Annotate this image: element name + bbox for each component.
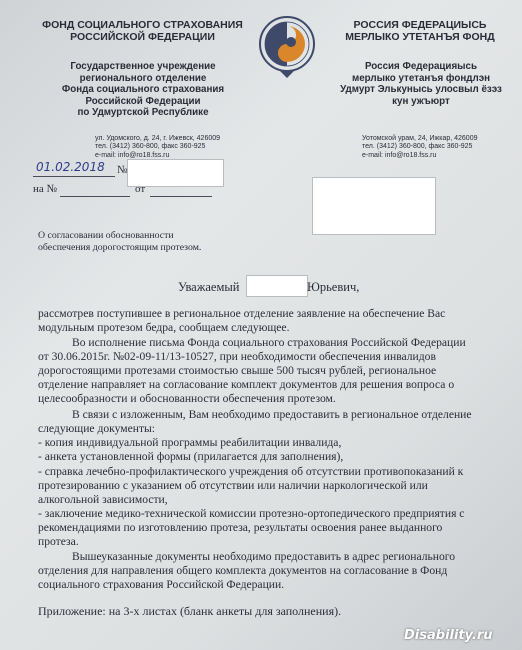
from-underline — [150, 196, 212, 197]
list-item: рекомендациями по изготовлению протеза, результаты освоения ранее выданного — [38, 521, 443, 534]
body-line: модульным протезом бедра, сообщаем следующее. — [38, 321, 290, 334]
branch-left-line: по Удмуртской Республике — [77, 107, 209, 119]
branch-left-line: Фонда социального страхования — [61, 84, 225, 96]
list-item: алкогольной зависимости, — [38, 493, 168, 506]
body-line: Во исполнение письма Фонда социального страхования Российской Федерации — [72, 336, 466, 349]
body-line: социального страхования Российской Федерации. — [38, 578, 285, 591]
address-left-line: e-mail: info@ro18.fss.ru — [95, 151, 170, 159]
list-item: - анкета установленной формы (прилагается для заполнения), — [38, 450, 344, 463]
branch-left-line: Российской Федерации — [85, 95, 201, 107]
watermark: Disability.ru — [404, 628, 493, 643]
org-title-right — [330, 20, 510, 44]
address-right-line: Уотомской урам, 24, Ижкар, 426009 — [362, 135, 478, 142]
branch-name-right — [328, 61, 514, 107]
body-line: дорогостоящими протезами стоимостью свыше 500 тысяч рублей, региональное — [38, 364, 437, 377]
branch-name-left — [48, 61, 238, 119]
body-line: от 30.06.2015г. №02-09-11/13-10527, при необходимости обеспечения инвалидов — [38, 350, 436, 363]
body-line: целесообразности и обоснованности обеспечения протезом. — [38, 392, 336, 405]
branch-right-line: мерлыко утетанъя фондлэн — [351, 72, 491, 84]
address-left-line: ул. Удомского, д. 24, г. Ижевск, 426009 — [95, 135, 221, 142]
branch-left-line: регионального отделение — [79, 72, 207, 84]
list-item: протезированию с указанием об отсутствии или наличии наркологической или — [38, 479, 428, 492]
attachment-note: Приложение: на 3-х листах (бланк анкеты для заполнения). — [38, 605, 342, 618]
body-line: отделения для направления общего комплекта документов на согласование в Фонд — [38, 564, 448, 577]
body-line: следующие документы: — [38, 422, 156, 435]
greeting-prefix: Уважаемый — [178, 280, 240, 294]
body-line: Вышеуказанные документы необходимо предоставить в адрес регионального — [72, 550, 456, 563]
address-right-line: e-mail: info@ro18.fss.ru — [362, 151, 437, 159]
branch-right-line: Удмурт Элькунысь улосвыл ёзэз — [340, 84, 502, 96]
subject-line: О согласовании обоснованности — [38, 230, 174, 241]
org-title-left-line: РОССИЙСКОЙ ФЕДЕРАЦИИ — [70, 30, 215, 43]
org-title-right-line: МЕРЛЫКО УТЕТАНЪЯ ФОНД — [345, 30, 495, 43]
ref-label: на № — [33, 183, 58, 195]
redacted-name — [246, 275, 308, 297]
from-label: от — [135, 183, 146, 195]
body-line: отделение направляет на согласование комплект документов для решения вопроса о — [38, 378, 455, 391]
redacted-addressee — [312, 177, 436, 235]
branch-right-line: Россия Федерацияысь — [364, 61, 477, 72]
list-item: - справка лечебно-профилактического учреждения об отсутствии противопоказаний к — [38, 465, 464, 478]
branch-right-line: кун ужъюрт — [392, 95, 450, 107]
org-title-left — [40, 20, 245, 44]
handwritten-date: 01.02.2018 — [36, 160, 105, 174]
letter-subject — [38, 230, 201, 253]
fss-emblem — [258, 8, 316, 86]
date-underline — [33, 176, 115, 177]
list-item: протеза. — [38, 535, 79, 548]
body-line: В связи с изложенным, Вам необходимо предоставить в региональное отделение — [72, 408, 472, 421]
org-title-left-line: ФОНД СОЦИАЛЬНОГО СТРАХОВАНИЯ — [42, 19, 243, 31]
org-title-right-line: РОССИЯ ФЕДЕРАЦИЫСЬ — [353, 19, 487, 31]
address-right — [362, 135, 512, 160]
address-right-line: тел. (3412) 360-800, факс 360-925 — [362, 143, 473, 151]
branch-left-line: Государственное учреждение — [70, 61, 216, 72]
greeting-suffix: Юрьевич, — [307, 280, 360, 294]
subject-line: обеспечения дорогостоящим протезом. — [38, 241, 202, 253]
body-line: рассмотрев поступившее в региональное отделение заявление на обеспечение Вас — [38, 307, 446, 320]
ref-underline — [60, 196, 130, 197]
address-left-line: тел. (3412) 360-800, факс 360-925 — [95, 143, 206, 151]
number-sign: № — [117, 164, 128, 176]
list-item: - заключение медико-технической комиссии протезно-ортопедического предприятия с — [38, 507, 465, 520]
list-item: - копия индивидуальной программы реабилитации инвалида, — [38, 436, 342, 449]
address-left — [95, 135, 265, 160]
